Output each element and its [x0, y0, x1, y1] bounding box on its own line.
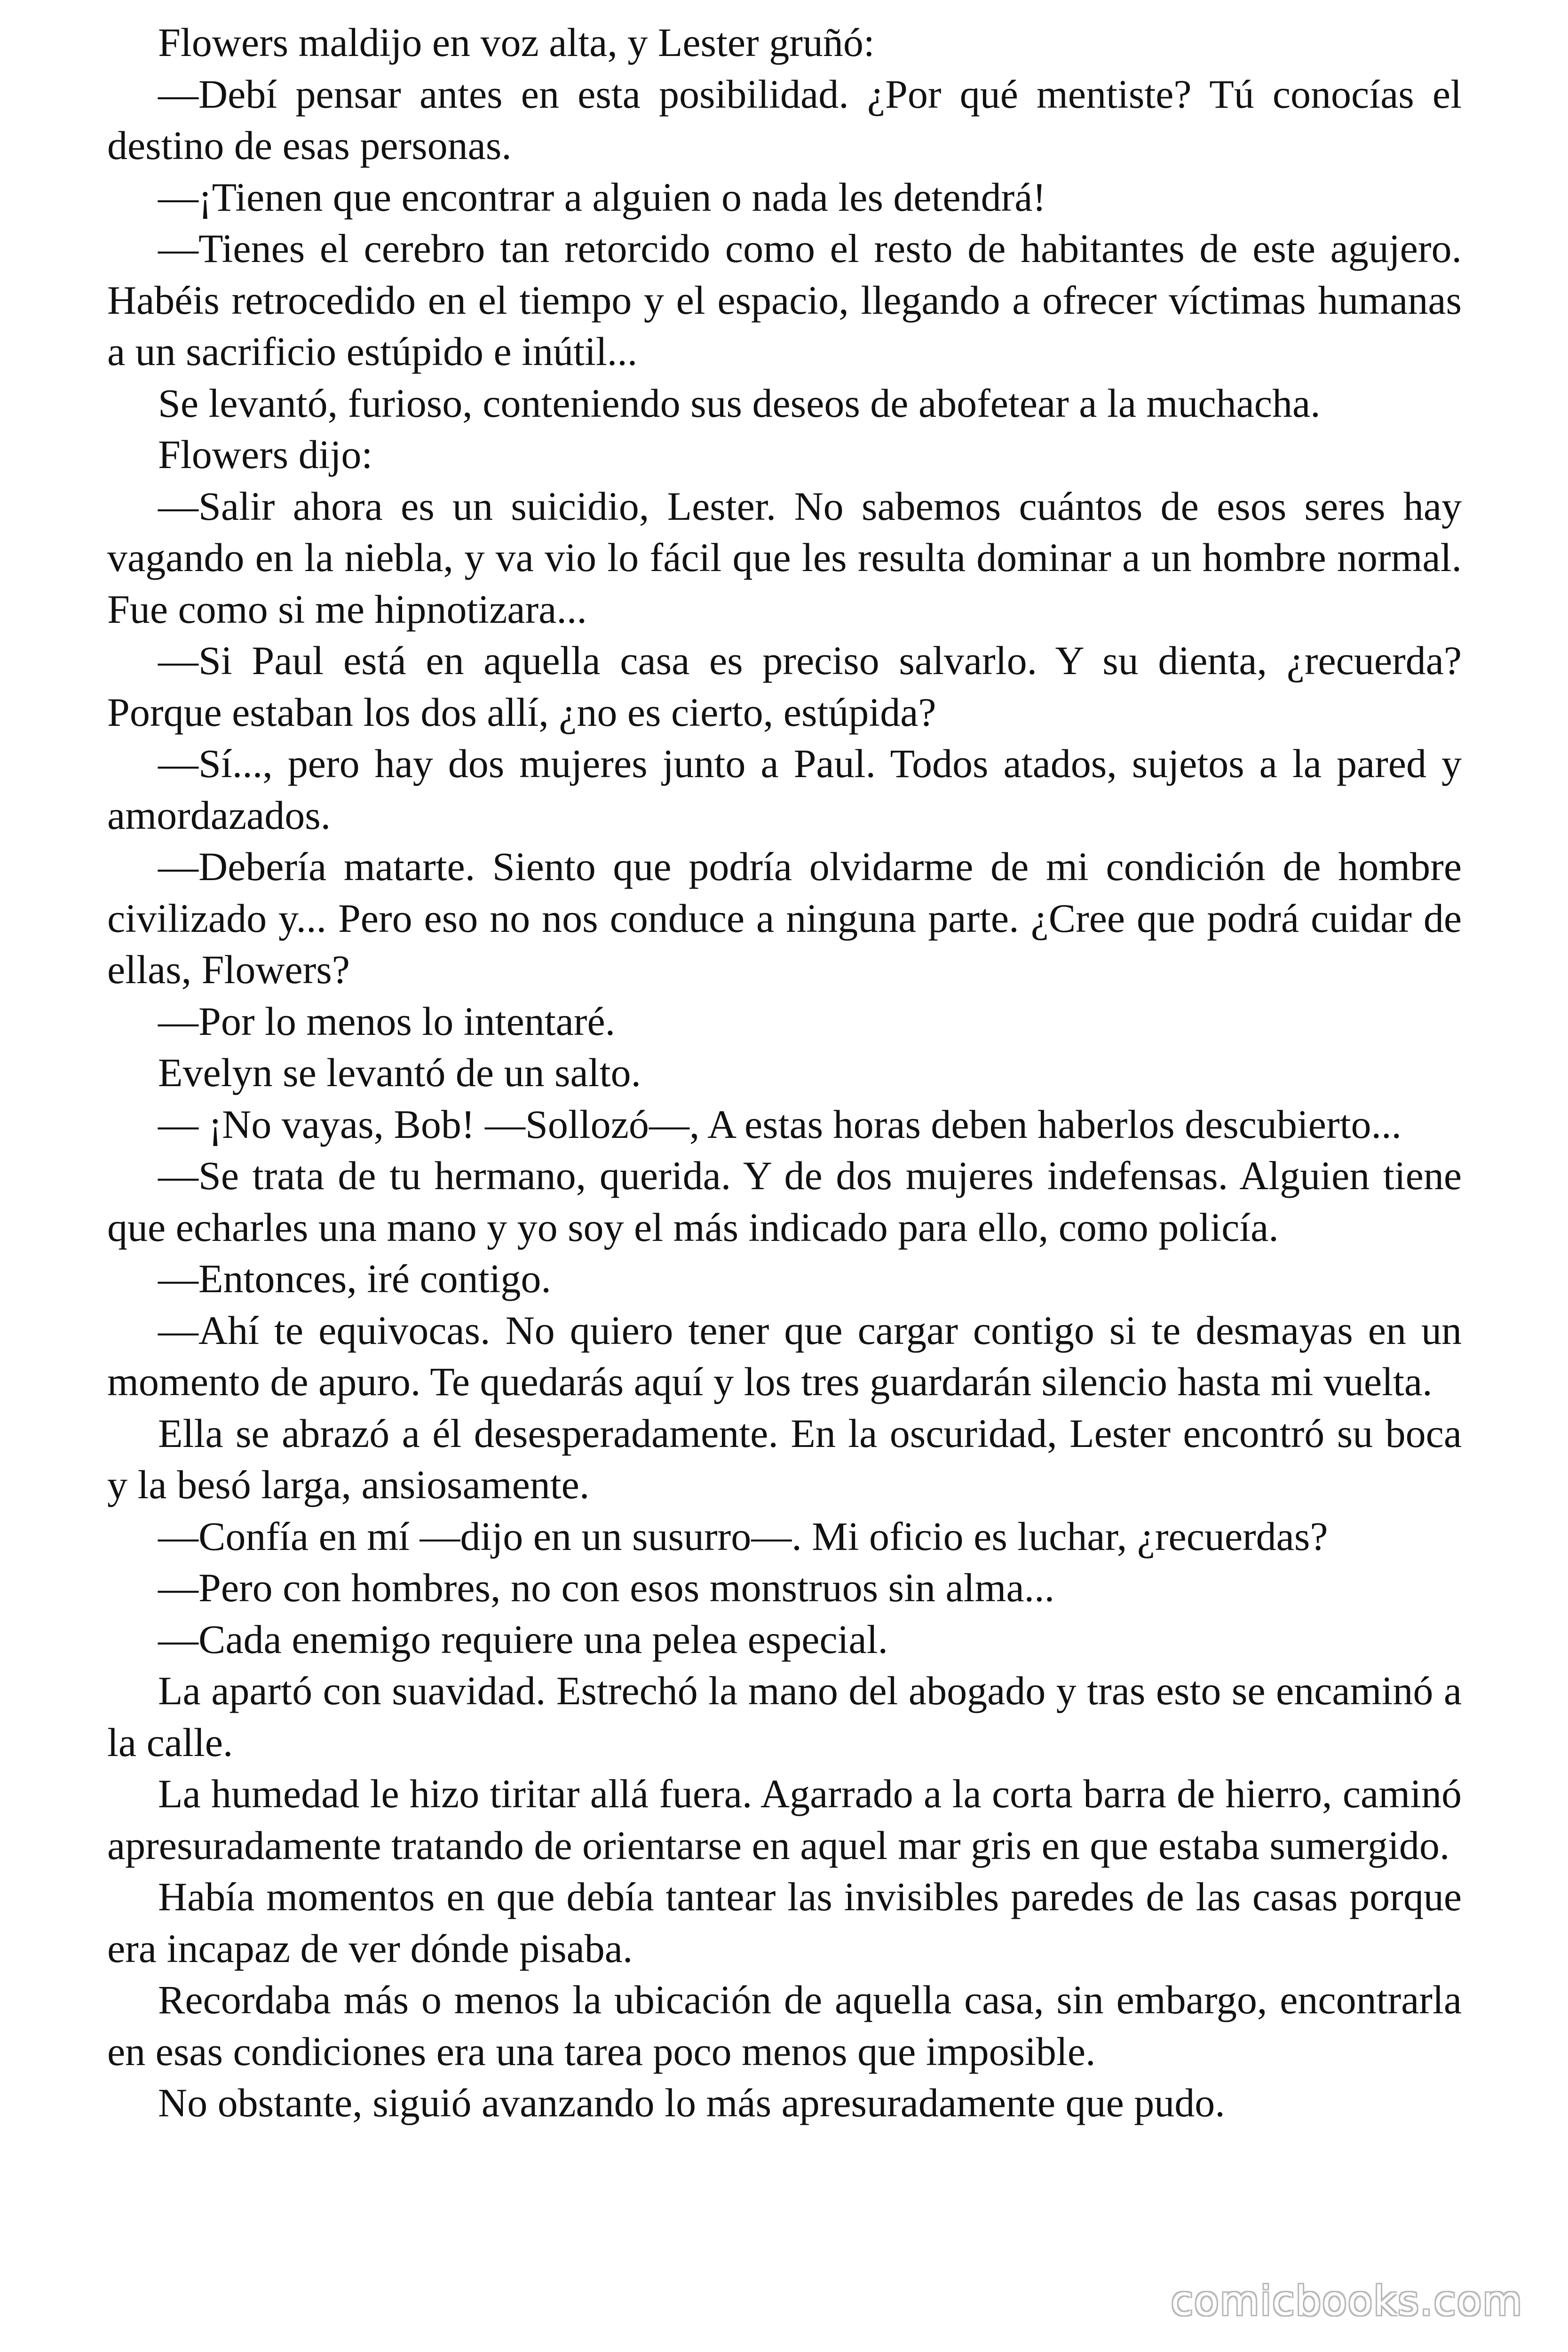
paragraph: —Ahí te equivocas. No quiero tener que cargar contigo si te desmayas en un momento de apuro. Te quedarás aquí y los tres guardarán silencio hasta mi vuelta.: [107, 1307, 1462, 1404]
paragraph: Había momentos en que debía tantear las invisibles paredes de las casas porque era incapaz de ver dónde pisaba.: [107, 1874, 1462, 1971]
paragraph: —Se trata de tu hermano, querida. Y de dos mujeres indefensas. Alguien tiene que echarles una mano y yo soy el más indicado para ello, como policía.: [107, 1153, 1462, 1250]
paragraph: —Entonces, iré contigo.: [158, 1256, 551, 1301]
paragraph: Flowers maldijo en voz alta, y Lester gruñó:: [158, 20, 875, 65]
paragraph: La apartó con suavidad. Estrechó la mano del abogado y tras esto se encaminó a la calle.: [107, 1668, 1462, 1765]
paragraph: —Tienes el cerebro tan retorcido como el resto de habitantes de este agujero. Habéis retrocedido en el tiempo y el espacio, llegando a ofrecer víctimas humanas a un sacrificio estúpido e inútil...: [107, 226, 1462, 374]
paragraph: No obstante, siguió avanzando lo más apresuradamente que pudo.: [158, 2080, 1225, 2125]
paragraph: —Debí pensar antes en esta posibilidad. ¿Por qué mentiste? Tú conocías el destino de esas personas.: [107, 71, 1462, 168]
paragraph: Evelyn se levantó de un salto.: [158, 1050, 641, 1095]
paragraph: Flowers dijo:: [158, 432, 373, 477]
paragraph: —¡Tienen que encontrar a alguien o nada les detendrá!: [158, 174, 1046, 220]
paragraph: —Salir ahora es un suicidio, Lester. No sabemos cuántos de esos seres hay vagando en la niebla, y va vio lo fácil que les resulta dominar a un hombre normal. Fue como si me hipnotizara...: [107, 483, 1462, 632]
paragraph: —Cada enemigo requiere una pelea especial.: [158, 1616, 888, 1662]
paragraph: — ¡No vayas, Bob! —Sollozó—, A estas horas deben haberlos descubierto...: [158, 1101, 1402, 1147]
paragraph: Recordaba más o menos la ubicación de aquella casa, sin embargo, encontrarla en esas condiciones era una tarea poco menos que imposible.: [107, 1977, 1462, 2074]
paragraph: —Confía en mí —dijo en un susurro—. Mi oficio es luchar, ¿recuerdas?: [158, 1513, 1328, 1559]
paragraph: —Debería matarte. Siento que podría olvidarme de mi condición de hombre civilizado y... Pero eso no nos conduce a ninguna parte. ¿Cree que podrá cuidar de ellas, Flowers?: [107, 844, 1462, 992]
paragraph: —Si Paul está en aquella casa es preciso salvarlo. Y su dienta, ¿recuerda? Porque estaban los dos allí, ¿no es cierto, estúpida?: [107, 638, 1462, 735]
paragraph: Se levantó, furioso, conteniendo sus deseos de abofetear a la muchacha.: [158, 380, 1321, 426]
watermark: comicbooks.com: [1171, 2278, 1523, 2325]
book-page-text: [107, 17, 1462, 2129]
paragraph: La humedad le hizo tiritar allá fuera. Agarrado a la corta barra de hierro, caminó apresuradamente tratando de orientarse en aquel mar gris en que estaba sumergido.: [107, 1771, 1462, 1868]
paragraph: Ella se abrazó a él desesperadamente. En la oscuridad, Lester encontró su boca y la besó larga, ansiosamente.: [107, 1410, 1462, 1507]
paragraph: —Pero con hombres, no con esos monstruos sin alma...: [158, 1565, 1055, 1610]
paragraph: —Por lo menos lo intentaré.: [158, 998, 616, 1044]
paragraph: —Sí..., pero hay dos mujeres junto a Paul. Todos atados, sujetos a la pared y amordazados.: [107, 741, 1462, 838]
